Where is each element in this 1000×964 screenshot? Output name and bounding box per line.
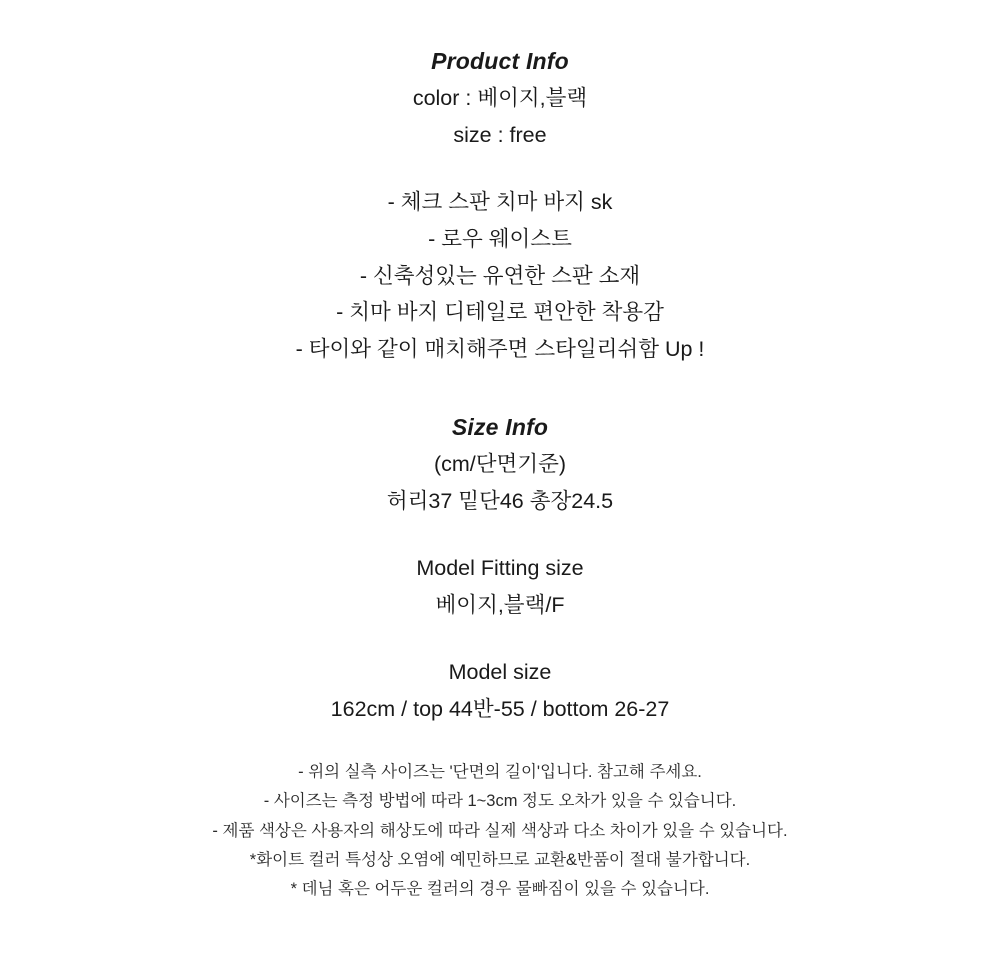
product-feature-item: - 치마 바지 디테일로 편안한 착용감 [336, 300, 664, 325]
product-feature-item: - 신축성있는 유연한 스판 소재 [359, 263, 641, 288]
notice-item: - 제품 색상은 사용자의 해상도에 따라 실제 색상과 다소 차이가 있을 수 있습니다. [212, 821, 788, 840]
notice-item: - 위의 실측 사이즈는 '단면의 길이'입니다. 참고해 주세요. [298, 762, 702, 781]
size-measurements: 허리37 밑단46 총장24.5 [386, 489, 614, 514]
product-info-heading: Product Info [431, 48, 569, 74]
notice-item: * 데님 혹은 어두운 컬러의 경우 물빠짐이 있을 수 있습니다. [290, 880, 710, 899]
model-fitting-value: 베이지,블랙/F [435, 592, 565, 617]
spacer-after-product-info [40, 154, 960, 184]
product-feature-item: - 로우 웨이스트 [428, 226, 572, 251]
spacer-before-size-info [40, 368, 960, 410]
size-unit-note: (cm/단면기준) [433, 452, 567, 477]
size-info-heading: Size Info [451, 414, 549, 441]
model-size-section [40, 654, 960, 728]
model-fitting-heading: Model Fitting size [416, 556, 584, 580]
spacer-before-notes [40, 728, 960, 758]
model-size-heading: Model size [448, 659, 552, 684]
notice-item: - 사이즈는 측정 방법에 따라 1~3cm 정도 오차가 있을 수 있습니다. [263, 792, 737, 811]
product-size-line: size : free [453, 122, 547, 147]
spacer-before-model-size [40, 624, 960, 654]
notice-list [40, 758, 960, 905]
product-info-section [40, 44, 960, 154]
product-feature-item: - 체크 스판 치마 바지 sk [387, 189, 613, 214]
product-features-list [40, 184, 960, 369]
spacer-before-model-fitting [40, 520, 960, 550]
size-info-section [40, 410, 960, 520]
notice-item: *화이트 컬러 특성상 오염에 예민하므로 교환&반품이 절대 불가합니다. [249, 850, 751, 869]
product-color-line: color : 베이지,블랙 [412, 85, 588, 110]
model-fitting-section [40, 550, 960, 624]
product-feature-item: - 타이와 같이 매치해주면 스타일리쉬함 Up ! [295, 337, 705, 362]
model-size-value: 162cm / top 44반-55 / bottom 26-27 [330, 696, 670, 721]
